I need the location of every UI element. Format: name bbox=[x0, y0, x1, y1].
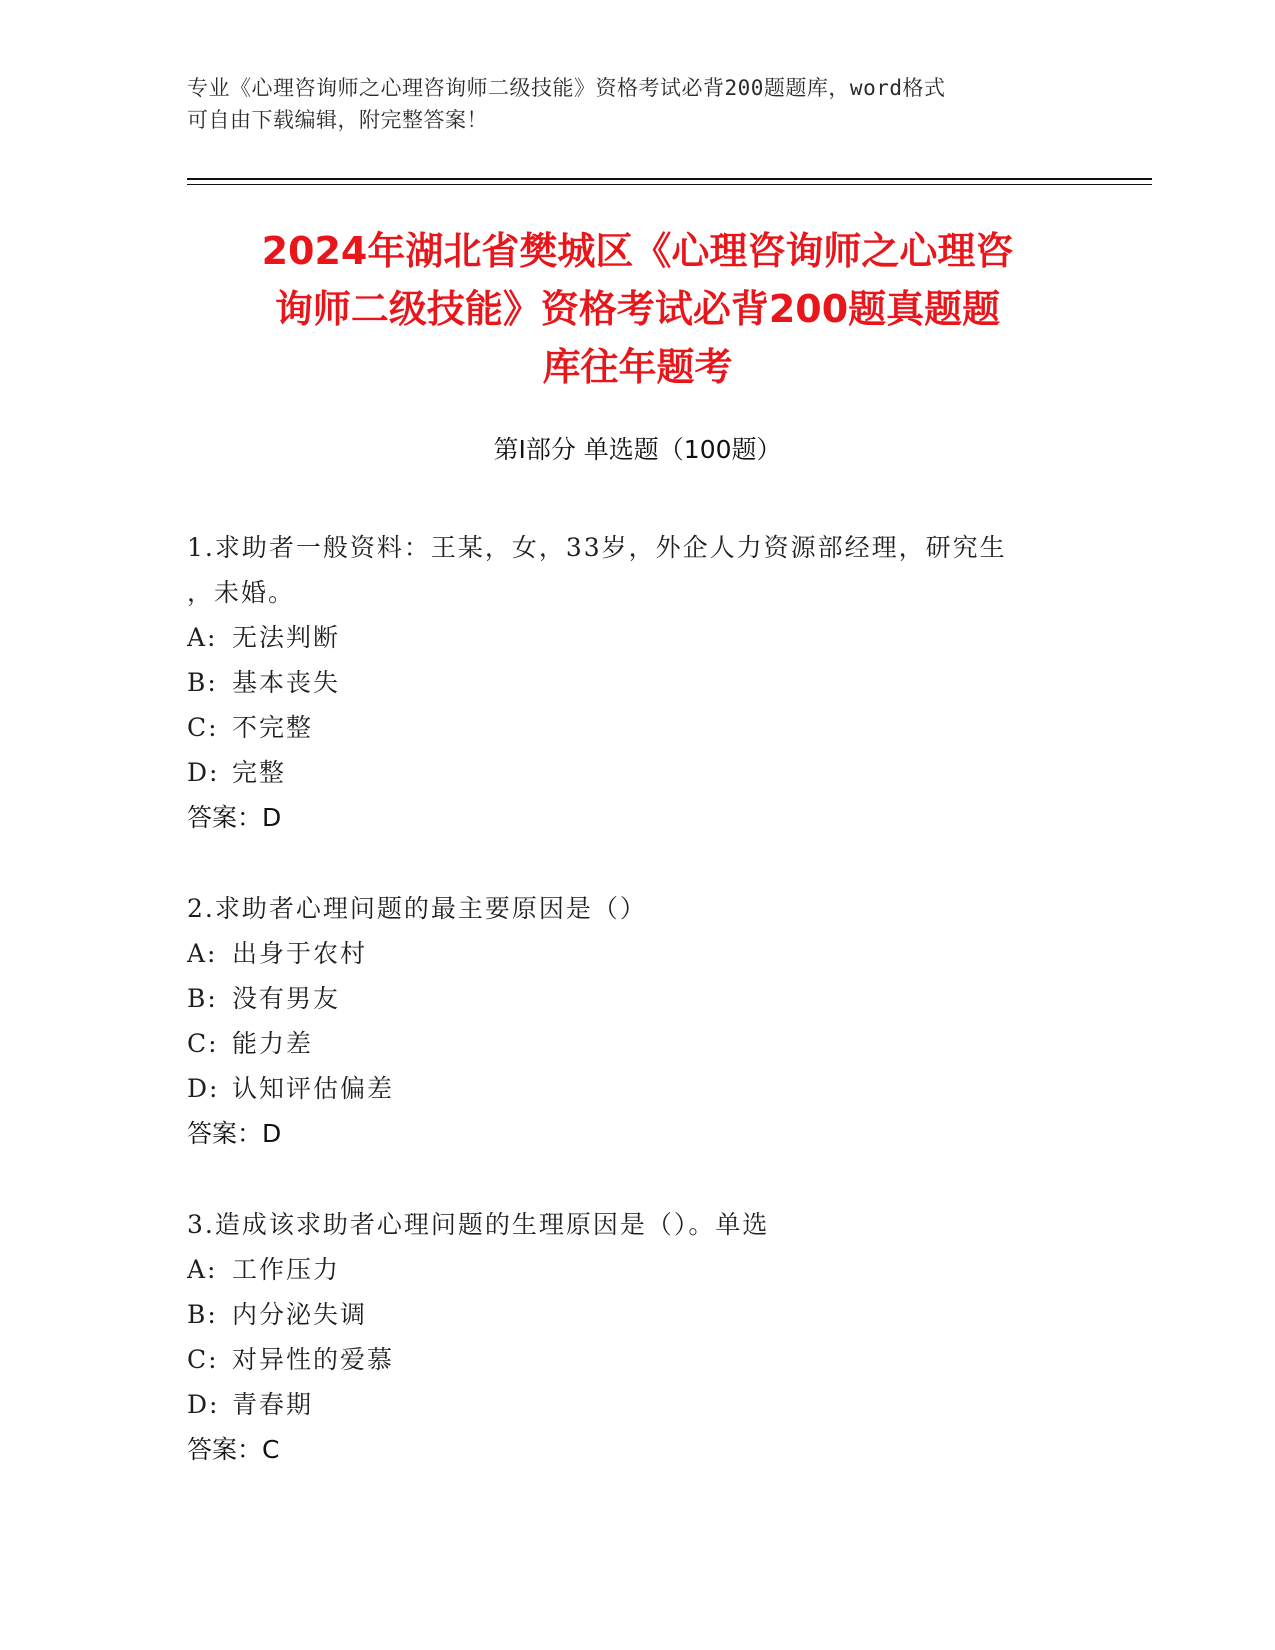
option-text: 没有男友 bbox=[232, 984, 341, 1013]
option-key: D: bbox=[187, 1390, 220, 1419]
question-stem: 2.求助者心理问题的最主要原因是（） bbox=[187, 894, 647, 923]
option-key: A: bbox=[187, 939, 218, 968]
option-c bbox=[187, 1021, 1087, 1066]
option-key: B: bbox=[187, 1300, 218, 1329]
option-text: 不完整 bbox=[232, 713, 314, 742]
question-stem-continued: ，未婚。 bbox=[187, 578, 296, 607]
option-text: 内分泌失调 bbox=[232, 1300, 368, 1329]
option-text: 完整 bbox=[232, 758, 287, 787]
question-2 bbox=[187, 886, 1087, 1156]
question-3 bbox=[187, 1202, 1087, 1472]
option-key: D: bbox=[187, 758, 220, 787]
title-line-2: 询师二级技能》资格考试必背200题真题题 bbox=[274, 287, 1001, 331]
header-note bbox=[187, 72, 1067, 136]
option-key: B: bbox=[187, 668, 218, 697]
option-key: B: bbox=[187, 984, 218, 1013]
option-d bbox=[187, 750, 1087, 795]
option-text: 认知评估偏差 bbox=[232, 1074, 395, 1103]
answer-line: 答案：D bbox=[187, 1119, 282, 1148]
header-note-line-1: 专业《心理咨询师之心理咨询师二级技能》资格考试必背200题题库，word格式 bbox=[187, 76, 946, 100]
option-d bbox=[187, 1066, 1087, 1111]
option-key: A: bbox=[187, 623, 218, 652]
title-line-1: 2024年湖北省樊城区《心理咨询师之心理咨 bbox=[261, 229, 1014, 273]
option-a bbox=[187, 1247, 1087, 1292]
option-b bbox=[187, 660, 1087, 705]
header-divider-thin bbox=[187, 184, 1152, 185]
option-text: 工作压力 bbox=[232, 1255, 341, 1284]
answer-line: 答案：D bbox=[187, 803, 282, 832]
header-note-line-2: 可自由下载编辑，附完整答案！ bbox=[187, 108, 488, 132]
header-divider-thick bbox=[187, 178, 1152, 180]
option-a bbox=[187, 615, 1087, 660]
option-key: C: bbox=[187, 1029, 219, 1058]
title-line-3: 库往年题考 bbox=[542, 345, 733, 389]
option-b bbox=[187, 1292, 1087, 1337]
option-a bbox=[187, 931, 1087, 976]
option-b bbox=[187, 976, 1087, 1021]
question-stem: 3.造成该求助者心理问题的生理原因是（）。单选 bbox=[187, 1210, 770, 1239]
option-d bbox=[187, 1382, 1087, 1427]
option-text: 能力差 bbox=[232, 1029, 314, 1058]
section-heading: 第Ⅰ部分 单选题（100题） bbox=[493, 435, 782, 464]
option-text: 出身于农村 bbox=[232, 939, 368, 968]
option-key: C: bbox=[187, 1345, 219, 1374]
option-c bbox=[187, 1337, 1087, 1382]
option-c bbox=[187, 705, 1087, 750]
question-stem: 1.求助者一般资料：王某，女，33岁，外企人力资源部经理，研究生 bbox=[187, 533, 1007, 562]
option-key: A: bbox=[187, 1255, 218, 1284]
question-list bbox=[187, 525, 1087, 1518]
option-key: D: bbox=[187, 1074, 220, 1103]
option-text: 无法判断 bbox=[232, 623, 341, 652]
question-1 bbox=[187, 525, 1087, 840]
answer-line: 答案：C bbox=[187, 1435, 280, 1464]
option-text: 基本丧失 bbox=[232, 668, 341, 697]
option-key: C: bbox=[187, 713, 219, 742]
document-title bbox=[160, 222, 1115, 396]
option-text: 对异性的爱慕 bbox=[232, 1345, 395, 1374]
option-text: 青春期 bbox=[232, 1390, 314, 1419]
